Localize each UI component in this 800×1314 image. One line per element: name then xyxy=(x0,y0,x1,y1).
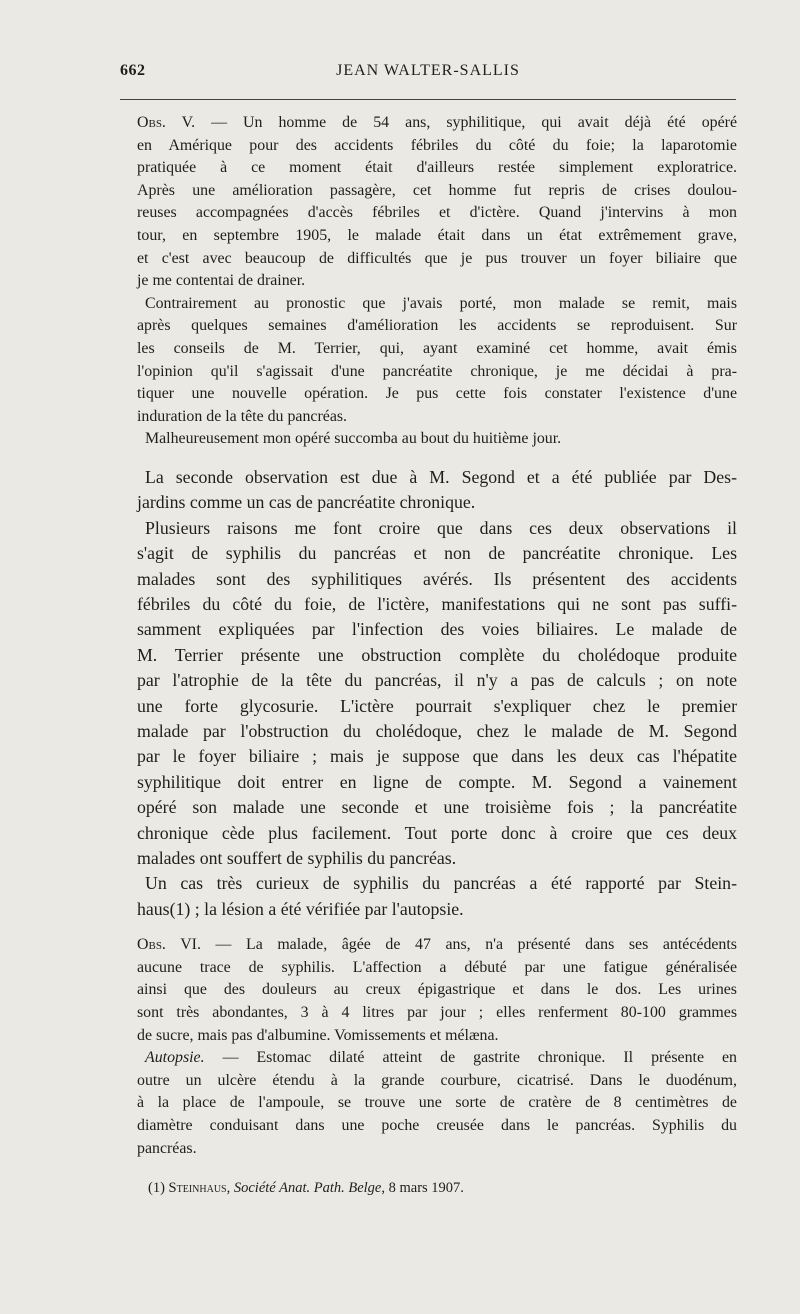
obs5-line: Après une amélioration passagère, cet homme fut repris de crises doulou- xyxy=(137,181,737,199)
footnote-date: , 8 mars 1907. xyxy=(381,1180,464,1196)
obs6-autopsy-line: diamètre conduisant dans une poche creusée dans le pancréas. Syphilis du xyxy=(137,1116,737,1134)
footnote-author: Steinhaus xyxy=(168,1180,227,1196)
main-para2-line: une forte glycosurie. L'ictère pourrait s'expliquer chez le premier xyxy=(137,695,737,716)
main-para1-line: jardins comme un cas de pancréatite chronique. xyxy=(137,492,476,513)
obs5-para2-line: Contrairement au pronostic que j'avais porté, mon malade se remit, mais xyxy=(145,294,737,312)
obs6-autopsy-line: outre un ulcère étendu à la grande courbure, cicatrisé. Dans le duodénum, xyxy=(137,1071,737,1089)
observation-5 xyxy=(137,112,737,451)
main-para2-line: chronique cède plus facilement. Tout porte donc à croire que ces deux xyxy=(137,822,737,843)
obs5-line: tour, en septembre 1905, le malade était dans un état extrêmement grave, xyxy=(137,226,737,244)
obs6-line: ainsi que des douleurs au creux épigastrique et dans le dos. Les urines xyxy=(137,981,737,999)
obs6-autopsy-line: à la place de l'ampoule, se trouve une sorte de cratère de 8 centimètres de xyxy=(137,1094,737,1112)
obs6-autopsy-line: Autopsie. — Estomac dilaté atteint de gastrite chronique. Il présente en xyxy=(145,1049,737,1067)
obs5-para3: Malheureusement mon opéré succomba au bout du huitième jour. xyxy=(145,430,562,448)
main-para2-line: malades ont souffert de syphilis du pancréas. xyxy=(137,848,457,868)
spacer xyxy=(137,451,737,465)
page-body xyxy=(137,112,737,1160)
main-para2-line: malade par l'obstruction du cholédoque, chez le malade de M. Segond xyxy=(137,720,737,741)
obs5-line: pratiquée à ce moment était d'ailleurs restée simplement exploratrice. xyxy=(137,159,737,177)
footnote-marker: (1) xyxy=(148,1180,169,1196)
main-para2-line: s'agit de syphilis du pancréas et non de pancréatite chronique. Les xyxy=(137,543,737,564)
main-para3-line: haus(1) ; la lésion a été vérifiée par l'autopsie. xyxy=(137,898,464,919)
page-number: 662 xyxy=(120,62,146,79)
obs6-line: sont très abondantes, 3 à 4 litres par jour ; elles renferment 80-100 grammes xyxy=(137,1004,737,1021)
obs5-label: Obs. V. xyxy=(137,114,196,131)
main-para2-line: opéré son malade une seconde et une troisième fois ; la pancréatite xyxy=(137,797,737,818)
obs5-para2-line: après quelques semaines d'amélioration les accidents se reproduisent. Sur xyxy=(137,317,737,335)
main-para3-line: Un cas très curieux de syphilis du pancréas a été rapporté par Stein- xyxy=(145,873,737,894)
obs5-line: je me contentai de drainer. xyxy=(137,272,306,290)
obs6-line: Obs. VI. — La malade, âgée de 47 ans, n'a présenté dans ses antécédents xyxy=(137,936,737,954)
obs5-para2-line: l'opinion qu'il s'agissait d'une pancréatite chronique, je me décidai à pra- xyxy=(137,362,737,380)
page-header xyxy=(120,62,736,84)
obs5-para2-line: les conseils de M. Terrier, qui, ayant examiné cet homme, avait émis xyxy=(137,339,737,357)
main-para2-line: par l'atrophie de la tête du pancréas, il n'y a pas de calculs ; on note xyxy=(137,670,737,691)
autopsy-label: Autopsie. xyxy=(145,1049,205,1067)
footnote: (1) Steinhaus, Société Anat. Path. Belge, 8 mars 1907. xyxy=(148,1180,464,1196)
obs5-line: et c'est avec beaucoup de difficultés que je pus trouver un foyer biliaire que xyxy=(137,249,737,267)
header-rule xyxy=(120,99,736,100)
main-para2-line: par le foyer biliaire ; mais je suppose que dans les deux cas l'hépatite xyxy=(137,746,737,767)
observation-6 xyxy=(137,934,737,1160)
main-text xyxy=(137,465,737,922)
obs6-autopsy-line: pancréas. xyxy=(137,1139,197,1157)
running-title: JEAN WALTER-SALLIS xyxy=(336,62,520,79)
obs5-line: Obs. V. — Un homme de 54 ans, syphilitique, qui avait déjà été opéré xyxy=(137,114,737,131)
obs6-label: Obs. VI. xyxy=(137,936,201,954)
obs5-para2-line: tiquer une nouvelle opération. Je pus cette fois constater l'existence d'une xyxy=(137,385,737,403)
obs5-line: en Amérique pour des accidents fébriles du côté du foie; la laparotomie xyxy=(137,136,737,154)
main-para1-line: La seconde observation est due à M. Segond et a été publiée par Des- xyxy=(145,466,737,487)
spacer xyxy=(137,922,737,934)
main-para2-line: Plusieurs raisons me font croire que dans ces deux observations il xyxy=(145,517,737,538)
main-para2-line: M. Terrier présente une obstruction complète du cholédoque produite xyxy=(137,644,737,665)
main-para2-line: samment expliquées par l'infection des voies biliaires. Le malade de xyxy=(137,619,737,640)
main-para2-line: fébriles du côté du foie, de l'ictère, manifestations qui ne sont pas suffi- xyxy=(137,593,737,614)
obs6-line: de sucre, mais pas d'albumine. Vomissements et mélæna. xyxy=(137,1026,499,1044)
footnote-journal: Société Anat. Path. Belge xyxy=(233,1180,382,1196)
obs6-line: aucune trace de syphilis. L'affection a débuté par une fatigue généralisée xyxy=(137,958,737,976)
obs5-para2-line: induration de la tête du pancréas. xyxy=(137,407,348,425)
main-para2-line: malades sont des syphilitiques avérés. Ils présentent des accidents xyxy=(137,568,737,589)
obs5-line: reuses accompagnées d'accès fébriles et d'ictère. Quand j'intervins à mon xyxy=(137,204,737,222)
main-para2-line: syphilitique doit entrer en ligne de compte. M. Segond a vainement xyxy=(137,771,737,792)
